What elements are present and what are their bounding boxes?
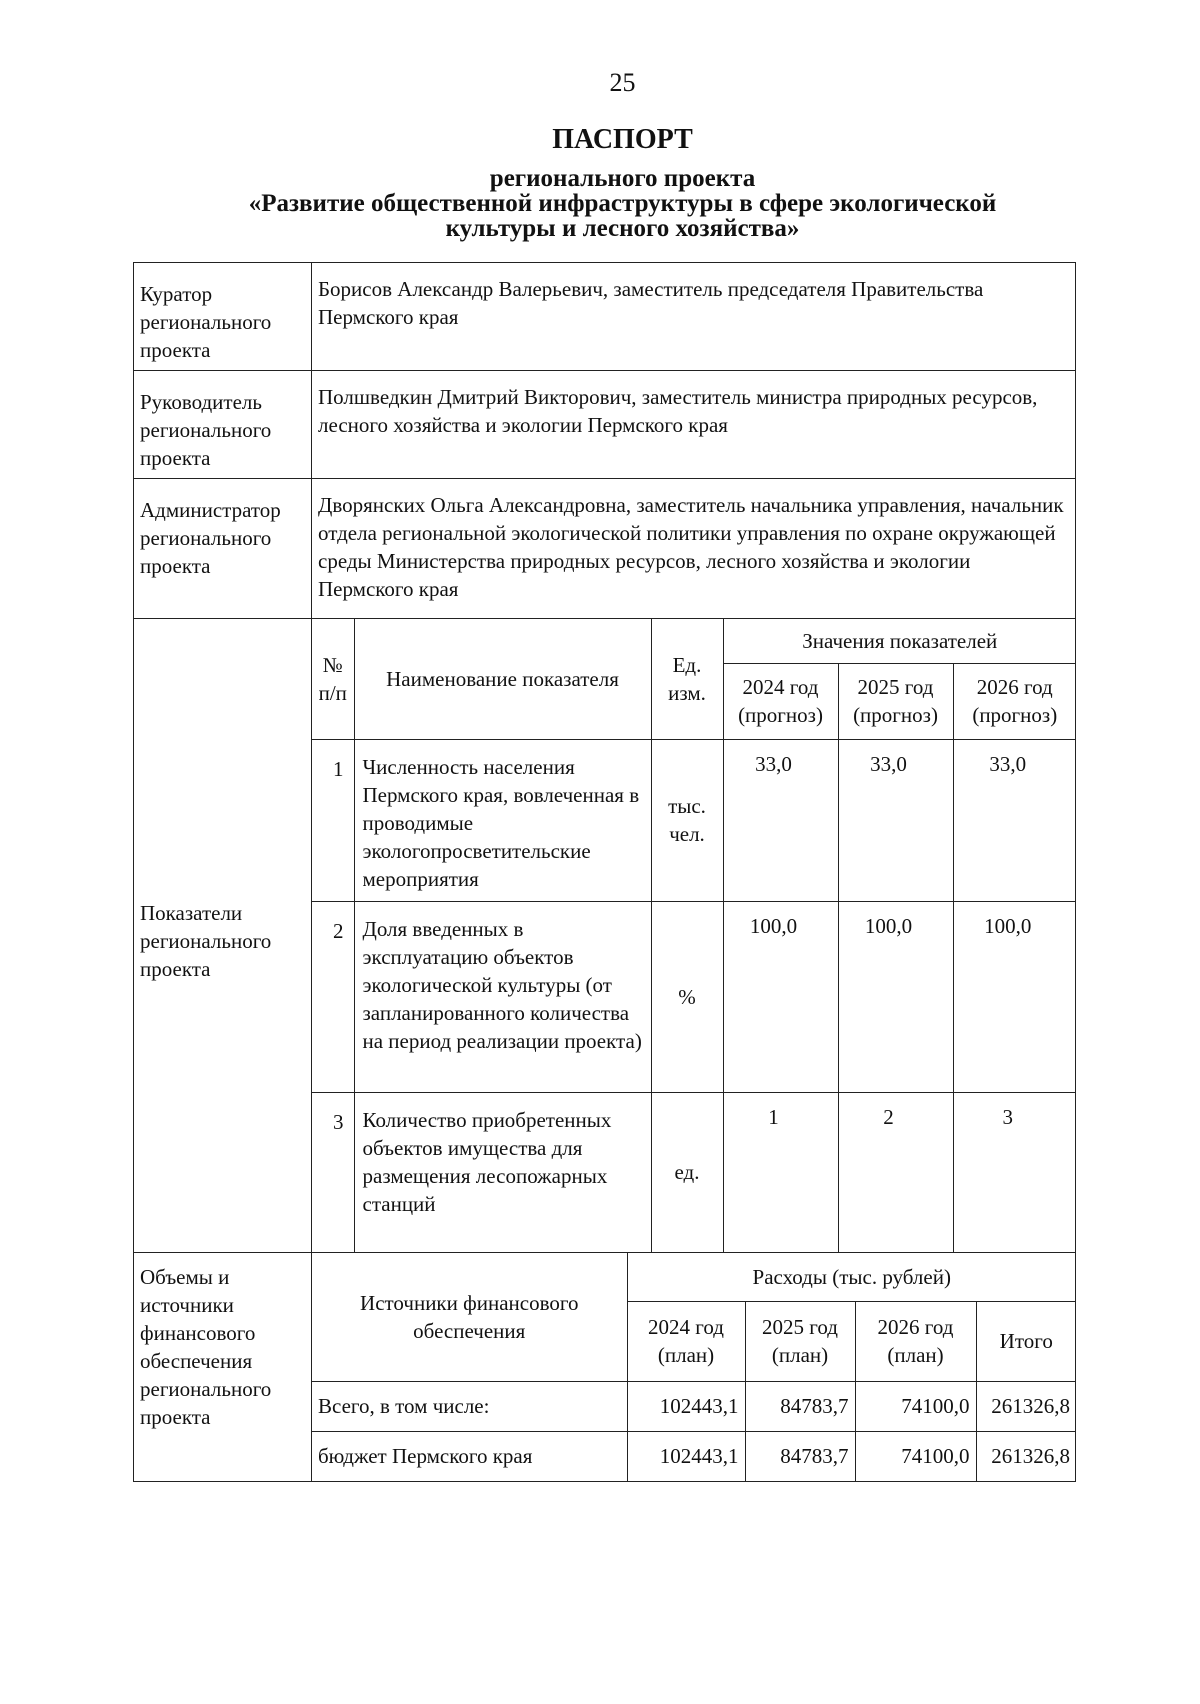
indicators-cell xyxy=(312,619,1076,1253)
expenses-group-header: Расходы (тыс. рублей) xyxy=(627,1253,1076,1301)
indicator-value-2026: 3 xyxy=(953,1092,1076,1252)
financing-header-row xyxy=(312,1253,1076,1301)
head-row xyxy=(134,371,1076,479)
indicator-name: Количество приобретенных объектов имущества для размещения лесопожарных станций xyxy=(354,1092,651,1252)
head-label: Руководитель регионального проекта xyxy=(134,371,312,479)
indicator-unit: тыс. чел. xyxy=(651,739,723,901)
indicator-unit: ед. xyxy=(651,1092,723,1252)
curator-label: Куратор регионального проекта xyxy=(134,263,312,371)
financing-label: Объемы и источники финансового обеспечения регионального проекта xyxy=(134,1253,312,1482)
indicator-unit: % xyxy=(651,901,723,1092)
indicator-value-2025: 2 xyxy=(838,1092,953,1252)
name-header: Наименование показателя xyxy=(354,619,651,739)
subtitle-line: культуры и лесного хозяйства» xyxy=(445,215,800,242)
financing-table xyxy=(312,1253,1076,1481)
curator-row xyxy=(134,263,1076,371)
indicator-num: 3 xyxy=(312,1092,354,1252)
indicator-value-2024: 1 xyxy=(723,1092,838,1252)
plan-header-2026: 2026 год (план) xyxy=(855,1301,976,1381)
indicator-name: Доля введенных в эксплуатацию объектов экологической культуры (от запланированного количества на период реализации проекта) xyxy=(354,901,651,1092)
indicator-value-2025: 100,0 xyxy=(838,901,953,1092)
subtitle-line: регионального проекта xyxy=(489,165,756,192)
indicator-value-2026: 33,0 xyxy=(953,739,1076,901)
total-header: Итого xyxy=(976,1301,1076,1381)
indicator-num: 1 xyxy=(312,739,354,901)
financing-source: бюджет Пермского края xyxy=(312,1431,627,1481)
values-group-header: Значения показателей xyxy=(723,619,1076,663)
head-value: Полшведкин Дмитрий Викторович, заместитель министра природных ресурсов, лесного хозяйства и экологии Пермского края xyxy=(312,371,1076,479)
financing-source: Всего, в том числе: xyxy=(312,1381,627,1431)
unit-header: Ед. изм. xyxy=(651,619,723,739)
administrator-label: Администратор регионального проекта xyxy=(134,479,312,619)
financing-value-2025: 84783,7 xyxy=(745,1431,855,1481)
financing-value-2025: 84783,7 xyxy=(745,1381,855,1431)
curator-value: Борисов Александр Валерьевич, заместитель председателя Правительства Пермского края xyxy=(312,263,1076,371)
financing-value-2024: 102443,1 xyxy=(627,1431,745,1481)
document-title: ПАСПОРТ xyxy=(552,124,693,155)
indicator-value-2024: 33,0 xyxy=(723,739,838,901)
plan-header-2024: 2024 год (план) xyxy=(627,1301,745,1381)
indicators-label: Показатели регионального проекта xyxy=(134,619,312,1253)
indicators-header-row xyxy=(312,619,1076,663)
financing-value-2024: 102443,1 xyxy=(627,1381,745,1431)
indicator-num: 2 xyxy=(312,901,354,1092)
passport-table xyxy=(133,262,1076,1482)
financing-row xyxy=(134,1253,1076,1482)
financing-value-2026: 74100,0 xyxy=(855,1381,976,1431)
year-header-2025: 2025 год (прогноз) xyxy=(838,663,953,739)
indicator-value-2024: 100,0 xyxy=(723,901,838,1092)
plan-header-2025: 2025 год (план) xyxy=(745,1301,855,1381)
administrator-value: Дворянских Ольга Александровна, заместитель начальника управления, начальник отдела региональной экологической политики управления по охране окружающей среды Министерства природных ресурсов, лесного хозяйства и экологии Пермского края xyxy=(312,479,1076,619)
indicator-row xyxy=(312,739,1076,901)
financing-data-row xyxy=(312,1381,1076,1431)
year-header-2024: 2024 год (прогноз) xyxy=(723,663,838,739)
indicator-name: Численность населения Пермского края, вовлеченная в проводимые экологопросветительские мероприятия xyxy=(354,739,651,901)
indicators-table xyxy=(312,619,1076,1252)
financing-value-2026: 74100,0 xyxy=(855,1431,976,1481)
financing-value-total: 261326,8 xyxy=(976,1381,1076,1431)
num-header: № п/п xyxy=(312,619,354,739)
year-header-2026: 2026 год (прогноз) xyxy=(953,663,1076,739)
subtitle-line: «Развитие общественной инфраструктуры в сфере экологической xyxy=(248,190,997,217)
financing-data-row xyxy=(312,1431,1076,1481)
page-number: 25 xyxy=(609,68,636,97)
document-subtitle xyxy=(0,166,1200,241)
financing-cell xyxy=(312,1253,1076,1482)
financing-value-total: 261326,8 xyxy=(976,1431,1076,1481)
administrator-row xyxy=(134,479,1076,619)
indicator-value-2025: 33,0 xyxy=(838,739,953,901)
indicator-row xyxy=(312,901,1076,1092)
indicator-row xyxy=(312,1092,1076,1252)
indicators-row xyxy=(134,619,1076,1253)
indicator-value-2026: 100,0 xyxy=(953,901,1076,1092)
sources-header: Источники финансового обеспечения xyxy=(312,1253,627,1381)
